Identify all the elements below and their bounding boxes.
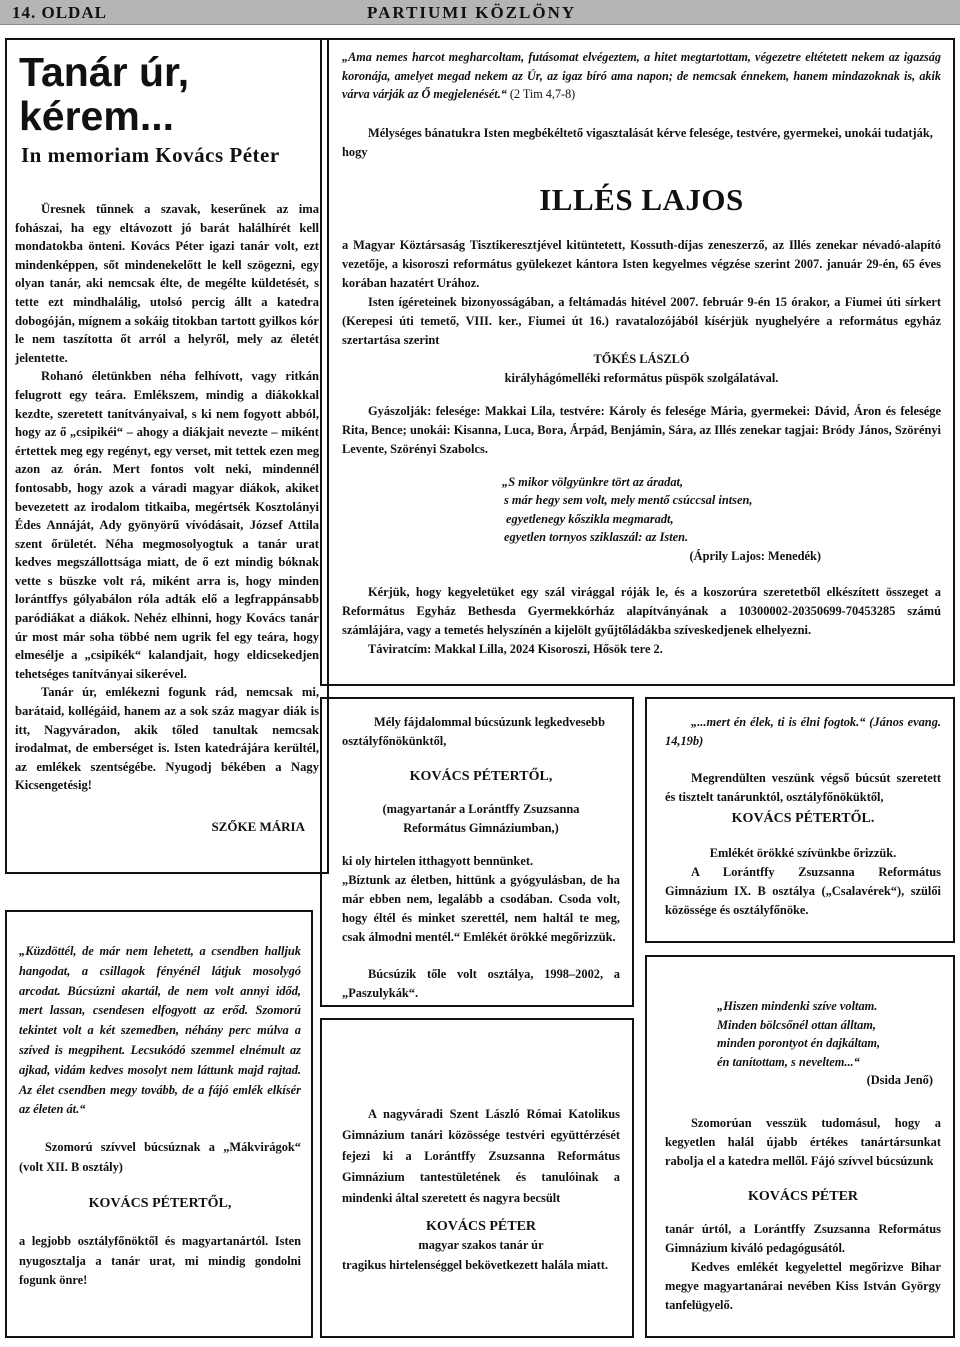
notice-text: A nagyváradi Szent László Római Katolikus Gimnázium tanári közössége testvéri együttérzését fejezi ki a Lorántffy Zsuzsanna Református Gimnázium tantestületének és tanulóinak a mindenki által szeretett és nagyra becsült bbox=[342, 1107, 620, 1205]
notice-text: Emlékét örökké szívünkbe őrizzük. bbox=[709, 846, 897, 860]
notice-signature: Kedves emlékét kegyelettel megőrizve Bihar megye magyartanárai nevében Kiss István György tanfelügyelő. bbox=[665, 1259, 941, 1312]
notice-illes bbox=[320, 38, 955, 686]
bible-quote-text: „Ama nemes harcot megharcoltam, futásomat elvégeztem, a hitet megtartottam, végezetre eltétetett nekem az igazság koronája, amelyet megad nekem az Úr, az igaz bíró ama napon; de nemcsak énnekem, hanem mindazoknak is, akik várva várják az Ő megjelenését.“ bbox=[342, 50, 941, 101]
poem-line: s már hegy sem volt, mely mentő csúccsal intsen, bbox=[504, 493, 753, 507]
notice-text: „Bíztunk az életben, hittünk a gyógyulásban, de ha már ebben nem, legalább a csodában. Csoda volt, hogy éltél és minket szerettél, nem haltál te meg, csak álmodni mentél.“ Emlékét örökké megőrizzük. bbox=[342, 873, 620, 944]
notice-intro: Mélységes bánatukra Isten megbékéltető vigasztalását kérve felesége, testvére, gyermekei, unokái tudatják, hogy bbox=[342, 125, 933, 159]
article-paragraph: Rohanó életünkben néha felhívott, vagy ritkán felugrott egy teára. Emlékszem, mindig a diákokkal kezdte, szeretett tanítványaival, s ki nem fogyott abból, hogy az ő „csipikéi“ – ahogy a diákjait nevezte – miként értettek meg egy regényt, egy verset, mit tettek ezen meg azon az órán. Mert fontos volt neki, mindennél fontosabb, hogy azok a váradi magyar diákok, akiket bevezetett az irodalom titkaiba, megértsék Kosztolányi Édes Annáját, Ady gyönyörű vívódásait, József Attila szent őrületét. Néha megmosolyogtuk a tanár urat kedves megszállottsága miatt, de ő ezt mindig bóknak vette s büszke volt rá, miként arra is, hogy minden lorántffys gólyabálon róla adták elő a legfrappánsabb paródiákat a diákok. Nehéz elhinni, hogy Kovács tanár úr most már soha többé nem ugrik fel egy teára, hogy elmesélje a „csipikék“ kalandjait, hogy eldicsekedjen tehetséges tanítványai sikerével. bbox=[15, 369, 319, 681]
notice-telegram: Táviratcím: Makkal Lilla, 2024 Kisoroszi, Hősök tere 2. bbox=[368, 642, 663, 656]
poem-line: egyetlen tornyos sziklaszál: az Isten. bbox=[504, 530, 689, 544]
notice-osztaly bbox=[320, 697, 634, 1007]
notice-makvirag bbox=[5, 910, 313, 1338]
notice-intro: Szomorú szívvel búcsúznak a „Mákvirágok“ (volt XII. B osztály) bbox=[19, 1140, 301, 1174]
poem-line: Minden bölcsőnél ottan álltam, bbox=[717, 1017, 877, 1032]
notice-intro: Mély fájdalommal búcsúzunk legkedvesebb osztályfőnökünktől, bbox=[342, 715, 605, 748]
notice-outro: tragikus hirtelenséggel bekövetkezett halála miatt. bbox=[342, 1258, 609, 1272]
bible-quote bbox=[342, 48, 941, 104]
poem-line: „Hiszen mindenki szíve voltam. bbox=[717, 999, 878, 1013]
notice-request: Kérjük, hogy kegyeletüket egy szál virággal róják le, és a koszorúra szeretetből elkészített összeget a Református Egyház Bethesda Gyermekkórház alapítványának a 10300002-20350699-70453285 számú számlájára, vagy a temetés helyszínén a kijelölt gyűjtőládákba szíveskedjenek elhelyezni. bbox=[342, 585, 941, 637]
deceased-role: magyar szakos tanár úr bbox=[418, 1238, 544, 1252]
poem bbox=[502, 473, 941, 566]
article-body bbox=[15, 200, 319, 795]
poem-line: „S mikor völgyünkre tört az áradat, bbox=[502, 474, 684, 489]
deceased-name: KOVÁCS PÉTER bbox=[425, 1219, 537, 1234]
deceased-name: KOVÁCS PÉTERTŐL, bbox=[409, 769, 553, 784]
poem-line: egyetlenegy kőszikla megmaradt, bbox=[506, 511, 674, 526]
poem-attribution: (Dsida Jenő) bbox=[866, 1073, 933, 1087]
notice-szentlaszlo bbox=[320, 1018, 634, 1338]
deceased-name: ILLÉS LAJOS bbox=[539, 181, 744, 217]
notice-intro: Megrendülten veszünk végső búcsút szeretett és tisztelt tanárunktól, osztályfőnöküktől, bbox=[665, 771, 941, 804]
page-header bbox=[0, 0, 960, 25]
notice-bihar bbox=[645, 955, 955, 1338]
notice-funeral: Isten ígéreteinek bizonyosságában, a feltámadás hitével 2007. február 9-én 15 órakor, a Fiumei úti sírkert (Kerepesi úti temető, VIII. ker., Fiumei út 16.) ravatalozójából kísérjük nyughelyére a református egyház szertartása szerint bbox=[342, 294, 941, 347]
publication-title: PARTIUMI KÖZLÖNY bbox=[367, 3, 577, 22]
memorial-article bbox=[5, 38, 329, 874]
deceased-name: KOVÁCS PÉTERTŐL, bbox=[88, 1195, 232, 1211]
notice-text: tanár úrtól, a Lorántffy Zsuzsanna Református Gimnázium kiváló pedagógusától. bbox=[665, 1221, 941, 1255]
page-number: 14. OLDAL bbox=[12, 3, 107, 22]
deceased-name: KOVÁCS PÉTER bbox=[747, 1188, 859, 1204]
poem-line: én tanítottam, s neveltem...“ bbox=[717, 1054, 860, 1069]
notice-signature: Búcsúzik tőle volt osztálya, 1998–2002, a „Paszulykák“. bbox=[342, 967, 620, 1000]
notice-quote: „...mert én élek, ti is élni fogtok.“ (János evang. 14,19b) bbox=[665, 715, 941, 748]
notice-outro: a legjobb osztályfőnöktől és magyartanártól. Isten nyugosztalja a tanár urat, mi mindig gondolni fogunk önre! bbox=[19, 1233, 301, 1288]
officiant-name: TŐKÉS LÁSZLÓ bbox=[593, 351, 690, 366]
notice-mourners: Gyászolják: felesége: Makkai Lila, testvére: Károly és felesége Mária, gyermekei: Dávid, Áron és felesége Rita, Bence; unokái: Kisanna, Luca, Bora, Árpád, Benjámin, Sára, az Illés zenekar tagjai: Bródy János, Szörényi Levente, Szörényi Szabolcs. bbox=[342, 403, 941, 456]
article-title: Tanár úr, kérem... bbox=[19, 49, 190, 139]
poem bbox=[717, 997, 941, 1090]
deceased-role: (magyartanár a Lorántffy Zsuzsanna Református Gimnáziumban,) bbox=[382, 802, 580, 835]
bible-quote-ref: (2 Tim 4,7-8) bbox=[509, 87, 576, 101]
poem-line: minden porontyot én dajkáltam, bbox=[717, 1036, 881, 1050]
notice-csalaverek bbox=[645, 697, 955, 943]
notice-signature: A Lorántffy Zsuzsanna Református Gimnázium IX. B osztálya („Csalavérek“), szülői közössége és osztályfőnöke. bbox=[665, 865, 941, 917]
officiant-role: királyhágómelléki református püspök szolgálatával. bbox=[504, 370, 779, 385]
article-paragraph: Üresnek tűnnek a szavak, keserűnek az ima fohászai, ha egy eltávozott jó barát halálhírét kell mondatokba önteni. Kovács Péter igazi tanár volt, ezt mindenképpen, sőt mindenekelőtt le kell szögezni, egy olyan tanár, aki nemcsak élte, de megélte küldetését, s tette ezt mindhalálig, utolsó percig állt a katedra dobogóján, mígnem a sokáig titokban tartott gyilkos kór le nem taszította őt arról a helyről, mely az életét jelentette. bbox=[15, 202, 319, 365]
notice-bio: a Magyar Köztársaság Tisztikeresztjével kitüntetett, Kossuth-díjas zeneszerző, az Illés zenekar névadó-alapító vezetője, a kisoroszi református gyülekezet kántora Isten kegyelmes végzése szerint 2007. január 29-én, 65 éves korában hazatért Urához. bbox=[342, 237, 941, 290]
notice-intro: Szomorúan vesszük tudomásul, hogy a kegyetlen halál újabb értékes tanártársunkat rabolja el a katedra mellől. Fájó szívvel búcsúzunk bbox=[665, 1115, 941, 1168]
article-signature: SZŐKE MÁRIA bbox=[211, 819, 305, 834]
article-paragraph: Tanár úr, emlékezni fogunk rád, nemcsak mi, barátaid, kollégáid, hanem az a sok száz magyar diák is itt, Nagyváradon, akik tőled tanultak nemcsak irodalmat, de emberséget is. Isten katedrájára kerültél, az emlékek szentségébe. Nyugodj békében a Nagy Kicsengetésig! bbox=[15, 685, 319, 793]
article-subtitle: In memoriam Kovács Péter bbox=[21, 143, 280, 167]
poem-attribution: (Áprily Lajos: Menedék) bbox=[689, 548, 821, 563]
notice-quote: „Küzdöttél, de már nem lehetett, a csendben halljuk hangodat, a csillagok fényénél látjuk mosolygó arcodat. Búcsúzni akartál, de nem volt annyi időd, mert lassan, csendesen elfogyott az erőd. Szomorú tekintet volt a két szemedben, néhány perc múlva a szíved is megpihent. Lecsukódó szemmel elnémult az ajkad, vidám kedves mosolyt nem láttunk majd rajtad. Az élet csendben megy tovább, de a fájó emlék elkísér az életen át.“ bbox=[19, 944, 301, 1117]
notice-text: ki oly hirtelen itthagyott bennünket. bbox=[342, 854, 534, 868]
deceased-name: KOVÁCS PÉTERTŐL. bbox=[731, 811, 875, 826]
